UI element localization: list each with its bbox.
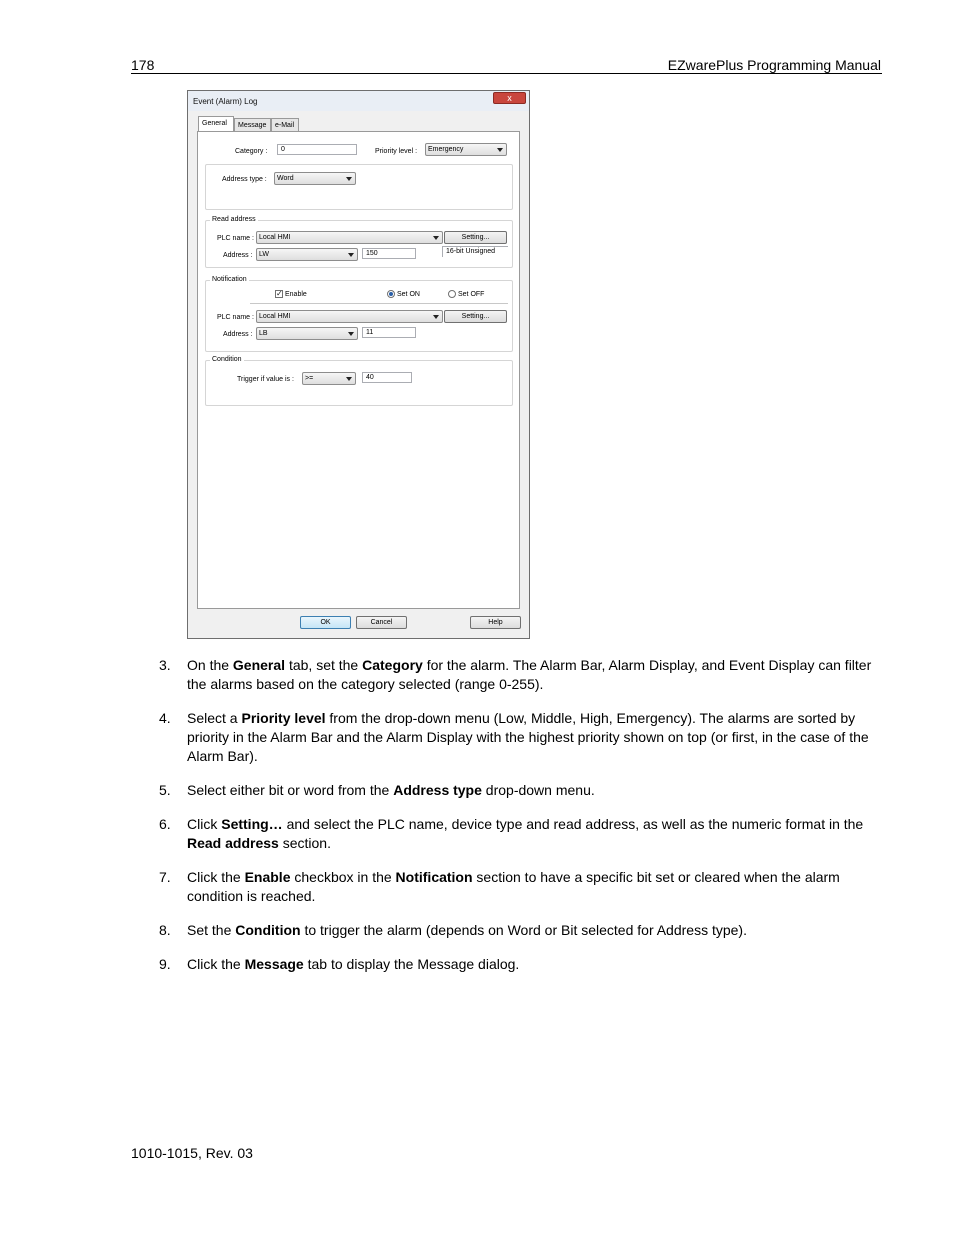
manual-title: EZwarePlus Programming Manual [667, 57, 881, 73]
address-type-label: Address type : [222, 176, 267, 183]
step-text: Set the [187, 922, 236, 938]
document-revision: 1010-1015, Rev. 03 [131, 1145, 253, 1161]
notification-group-label: Notification [212, 276, 247, 283]
address-type-group [205, 164, 513, 210]
enable-checkbox[interactable]: ✓ [276, 289, 283, 298]
trigger-label: Trigger if value is : [237, 376, 294, 383]
chevron-down-icon [433, 236, 439, 240]
set-off-radio[interactable] [448, 290, 456, 298]
step-number: 6. [159, 816, 171, 832]
chevron-down-icon [433, 315, 439, 319]
step-number: 5. [159, 782, 171, 798]
notify-plc-name-label: PLC name : [217, 314, 254, 321]
notify-address-label: Address : [223, 331, 253, 338]
step-item [159, 656, 881, 694]
step-text: and select the PLC name, device type and read address, as well as the numeric format in the [282, 816, 864, 832]
priority-level-select[interactable] [425, 143, 507, 156]
step-number: 3. [159, 657, 171, 673]
step-emphasis: General [232, 657, 286, 673]
read-device-select[interactable] [256, 248, 358, 261]
trigger-value-input[interactable]: 40 [362, 372, 412, 383]
notification-divider [250, 303, 508, 304]
step-item [159, 815, 881, 853]
step-emphasis: Priority level [241, 710, 326, 726]
priority-level-label: Priority level : [375, 148, 418, 155]
read-address-group [205, 216, 513, 268]
step-text: from the drop-down menu (Low, Middle, High, Emergency). The alarms are sorted by priority in the Alarm Bar and the Alarm Display with the highest priority shown on top (or first, in the case of the Alarm Bar). [187, 710, 869, 764]
dialog-titlebar [188, 91, 529, 111]
chevron-down-icon [497, 148, 503, 152]
read-setting-button[interactable]: Setting... [444, 231, 507, 244]
step-emphasis: Condition [235, 922, 301, 938]
instruction-steps [159, 656, 881, 989]
tab-general[interactable]: General [198, 116, 234, 131]
notify-device-select[interactable] [256, 327, 358, 340]
read-plc-name-value: Local HMI [259, 234, 291, 241]
step-emphasis: Setting… [221, 816, 283, 832]
step-number: 9. [159, 956, 171, 972]
step-text: Click the [187, 956, 245, 972]
step-number: 8. [159, 922, 171, 938]
step-text: Select either bit or word from the [187, 782, 394, 798]
notification-group [205, 276, 513, 352]
event-alarm-log-dialog [187, 90, 530, 639]
step-text: section. [278, 835, 331, 851]
trigger-operator-select[interactable] [302, 372, 356, 385]
step-text: tab to display the Message dialog. [303, 956, 520, 972]
priority-level-value: Emergency [428, 146, 464, 153]
category-input[interactable]: 0 [277, 144, 357, 155]
notify-address-input[interactable]: 11 [362, 327, 416, 338]
step-text: for the alarm. The Alarm Bar, Alarm Display, and Event Display can filter the alarms based on the category selected (range 0-255). [187, 657, 872, 692]
step-text: On the [187, 657, 233, 673]
step-text: Select a [187, 710, 242, 726]
dialog-title: Event (Alarm) Log [193, 97, 258, 106]
step-item [159, 921, 881, 940]
read-address-group-label: Read address [212, 216, 256, 223]
cancel-button[interactable]: Cancel [356, 616, 407, 629]
read-address-label: Address : [223, 252, 253, 259]
header-rule [131, 73, 882, 74]
step-item [159, 868, 881, 906]
step-text: to trigger the alarm (depends on Word or Bit selected for Address type). [300, 922, 747, 938]
step-text: tab, set the [285, 657, 363, 673]
numeric-format-field[interactable]: 16-bit Unsigned [442, 246, 508, 257]
page-number: 178 [131, 57, 155, 73]
notify-setting-button[interactable]: Setting... [444, 310, 507, 323]
read-address-input[interactable]: 150 [362, 248, 416, 259]
step-number: 7. [159, 869, 171, 885]
set-off-label: Set OFF [458, 291, 485, 298]
tab-email[interactable]: e-Mail [271, 118, 299, 131]
condition-group [205, 356, 513, 406]
step-text: checkbox in the [290, 869, 396, 885]
general-tab-panel [197, 131, 520, 609]
step-item [159, 709, 881, 766]
step-emphasis: Category [362, 657, 423, 673]
chevron-down-icon [346, 377, 352, 381]
set-on-radio[interactable] [387, 290, 395, 298]
step-item [159, 955, 881, 974]
step-text: section to have a specific bit set or cleared when the alarm condition is reached. [187, 869, 840, 904]
step-text: drop-down menu. [481, 782, 595, 798]
step-item [159, 781, 881, 800]
chevron-down-icon [348, 332, 354, 336]
help-button[interactable]: Help [470, 616, 521, 629]
notify-device-value: LB [259, 330, 268, 337]
close-icon[interactable]: x [493, 92, 526, 104]
step-text: Click the [187, 869, 245, 885]
category-label: Category : [235, 148, 268, 155]
step-number: 4. [159, 710, 171, 726]
address-type-value: Word [277, 175, 294, 182]
step-emphasis: Enable [244, 869, 291, 885]
step-emphasis: Address type [393, 782, 482, 798]
step-emphasis: Read address [187, 835, 279, 851]
read-device-value: LW [259, 251, 269, 258]
trigger-operator-value: >= [305, 375, 314, 382]
enable-label: Enable [285, 291, 307, 298]
step-emphasis: Notification [395, 869, 473, 885]
read-plc-name-select[interactable] [256, 231, 443, 244]
tab-message[interactable]: Message [234, 118, 271, 131]
ok-button[interactable]: OK [300, 616, 351, 629]
step-emphasis: Message [244, 956, 304, 972]
chevron-down-icon [348, 253, 354, 257]
condition-group-label: Condition [212, 356, 242, 363]
read-plc-name-label: PLC name : [217, 235, 254, 242]
address-type-select[interactable] [274, 172, 356, 185]
notify-plc-name-select[interactable] [256, 310, 443, 323]
notify-plc-name-value: Local HMI [259, 313, 291, 320]
step-text: Click [187, 816, 222, 832]
set-on-label: Set ON [397, 291, 420, 298]
chevron-down-icon [346, 177, 352, 181]
